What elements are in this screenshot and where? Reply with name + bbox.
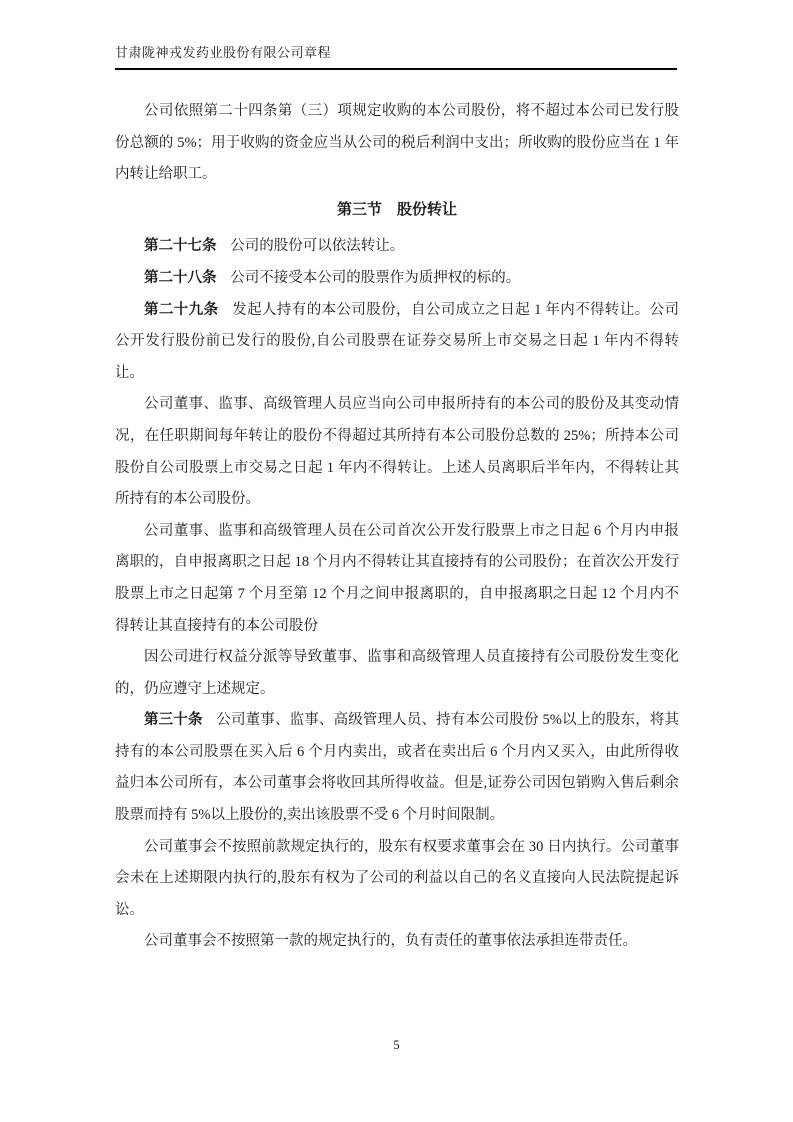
section-title: 第三节 股份转让 [336, 201, 457, 218]
article-29-label: 第二十九条 [144, 301, 219, 318]
paragraph-text: 公司依照第二十四条第（三）项规定收购的本公司股份，将不超过本公司已发行股份总额的 5%；用于收购的资金应当从公司的税后利润中支出；所收购的股份应当在 1 年内转让给职工。 [115, 103, 679, 183]
document-body [115, 96, 679, 958]
paragraph-board-enforcement [115, 832, 679, 927]
paragraph-director-liability [115, 926, 679, 958]
paragraph-executives-declaration [115, 389, 679, 515]
article-30-label: 第三十条 [144, 712, 203, 729]
article-28-label: 第二十八条 [144, 269, 217, 286]
paragraph-ipo-lockup [115, 516, 679, 642]
article-30-text: 公司董事、监事、高级管理人员、持有本公司股份 5%以上的股东，将其持有的本公司股票在买入后 6 个月内卖出，或者在卖出后 6 个月内又买入，由此所得收益归本公司所有，本公司董事会将收回其所得收益。但是,证券公司因包销购入售后剩余股票而持有 5%以上股份的,卖出该股票不受 6 个月时间限制。 [115, 712, 680, 824]
paragraph-text: 公司董事、监事和高级管理人员在公司首次公开发行股票上市之日起 6 个月内申报离职的，自申报离职之日起 18 个月内不得转让其直接持有的公司股份；在首次公开发行股票上市之日起第 7 个月至第 12 个月之间申报离职的，自申报离职之日起 12 个月内不得转让其直接持有的本公司股份 [115, 522, 679, 634]
paragraph-share-buyback [115, 96, 679, 191]
article-29 [115, 295, 679, 390]
paragraph-text: 因公司进行权益分派等导致董事、监事和高级管理人员直接持有公司股份发生变化的，仍应遵守上述规定。 [115, 649, 679, 697]
article-28 [115, 263, 679, 295]
page-number: 5 [393, 1038, 400, 1052]
article-29-text: 发起人持有的本公司股份，自公司成立之日起 1 年内不得转让。公司公开发行股份前已发行的股份,自公司股票在证券交易所上市交易之日起 1 年内不得转让。 [115, 301, 680, 381]
paragraph-text: 公司董事、监事、高级管理人员应当向公司申报所持有的本公司的股份及其变动情况，在任职期间每年转让的股份不得超过其所持有本公司股份总数的 25%；所持本公司股份自公司股票上市交易之日起 1 年内不得转让。上述人员离职后半年内，不得转让其所持有的本公司股份。 [115, 396, 679, 508]
page-header [115, 42, 677, 70]
article-30 [115, 705, 679, 831]
article-27 [115, 231, 679, 263]
article-28-text: 公司不接受本公司的股票作为质押权的标的。 [230, 269, 521, 286]
paragraph-text: 公司董事会不按照前款规定执行的，股东有权要求董事会在 30 日内执行。公司董事会未在上述期限内执行的,股东有权为了公司的利益以自己的名义直接向人民法院提起诉讼。 [115, 838, 679, 918]
paragraph-text: 公司董事会不按照第一款的规定执行的，负有责任的董事依法承担连带责任。 [144, 933, 637, 950]
page-footer [0, 1038, 793, 1053]
article-27-text: 公司的股份可以依法转让。 [230, 238, 405, 255]
paragraph-equity-distribution [115, 642, 679, 705]
article-27-label: 第二十七条 [144, 238, 217, 255]
header-title: 甘肃陇神戎发药业股份有限公司章程 [115, 45, 332, 60]
